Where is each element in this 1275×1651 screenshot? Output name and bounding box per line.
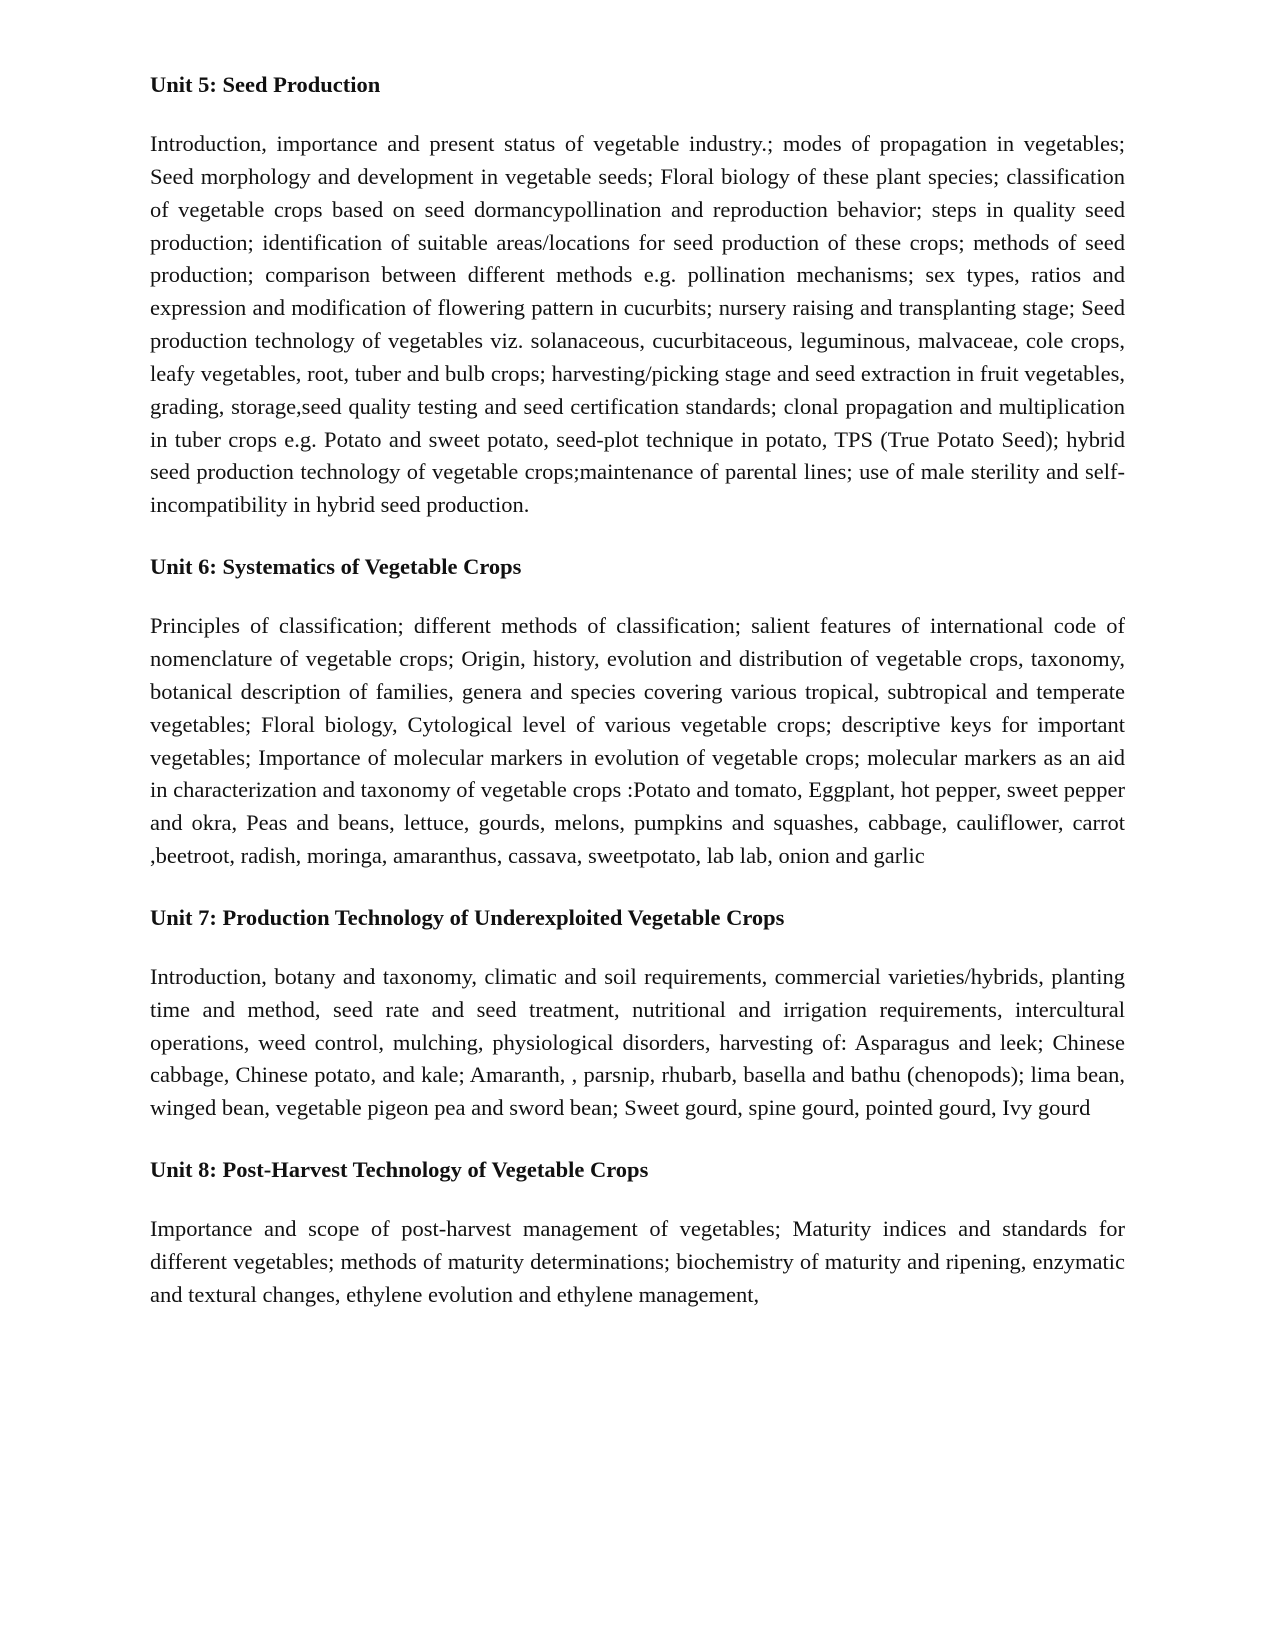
unit-5-heading: Unit 5: Seed Production: [150, 72, 381, 97]
unit-8-section: [150, 1153, 1125, 1312]
unit-7-section: [150, 901, 1125, 1125]
unit-8-heading: Unit 8: Post-Harvest Technology of Vegetable Crops: [150, 1157, 649, 1183]
unit-6-heading: Unit 6: Systematics of Vegetable Crops: [150, 554, 522, 580]
unit-8-paragraph: Importance and scope of post-harvest management of vegetables; Maturity indices and standards for different vegetables; methods of maturity determinations; biochemistry of maturity and ripening, enzymatic and textural changes, ethylene evolution and ethylene management,: [150, 1216, 1125, 1307]
unit-7-paragraph: Introduction, botany and taxonomy, climatic and soil requirements, commercial varieties/hybrids, planting time and method, seed rate and seed treatment, nutritional and irrigation requirements, intercultural operations, weed control, mulching, physiological disorders, harvesting of: Asparagus and leek; Chinese cabbage, Chinese potato, and kale; Amaranth, , parsnip, rhubarb, basella and bathu (chenopods); lima bean, winged bean, vegetable pigeon pea and sword bean; Sweet gourd, spine gourd, pointed gourd, Ivy gourd: [150, 963, 1125, 1121]
unit-7-heading: Unit 7: Production Technology of Underexploited Vegetable Crops: [150, 904, 785, 930]
unit-6-paragraph: Principles of classification; different methods of classification; salient features of international code of nomenclature of vegetable crops; Origin, history, evolution and distribution of vegetable crops, taxonomy, botanical description of families, genera and species covering various tropical, subtropical and temperate vegetables; Floral biology, Cytological level of various vegetable crops; descriptive keys for important vegetables; Importance of molecular markers in evolution of vegetable crops; molecular markers as an aid in characterization and taxonomy of vegetable crops :Potato and tomato, Eggplant, hot pepper, sweet pepper and okra, Peas and beans, lettuce, gourds, melons, pumpkins and squashes, cabbage, cauliflower, carrot ,beetroot, radish, moringa, amaranthus, cassava, sweetpotato, lab lab, onion and garlic: [150, 613, 1125, 869]
unit-5-section: [150, 68, 1125, 522]
document-page: [150, 68, 1125, 1340]
unit-5-paragraph: Introduction, importance and present status of vegetable industry.; modes of propagation in vegetables; Seed morphology and development in vegetable seeds; Floral biology of these plant species; classification of vegetable crops based on seed dormancypollination and reproduction behavior; steps in quality seed production; identification of suitable areas/locations for seed production of these crops; methods of seed production; comparison between different methods e.g. pollination mechanisms; sex types, ratios and expression and modification of flowering pattern in cucurbits; nursery raising and transplanting stage; Seed production technology of vegetables viz. solanaceous, cucurbitaceous, leguminous, malvaceae, cole crops, leafy vegetables, root, tuber and bulb crops; harvesting/picking stage and seed extraction in fruit vegetables, grading, storage,seed quality testing and seed certification standards; clonal propagation and multiplication in tuber crops e.g. Potato and sweet potato, seed-plot technique in potato, TPS (True Potato Seed); hybrid seed production technology of vegetable crops;maintenance of parental lines; use of male sterility and self-incompatibility in hybrid seed production.: [150, 131, 1125, 518]
unit-6-section: [150, 550, 1125, 873]
